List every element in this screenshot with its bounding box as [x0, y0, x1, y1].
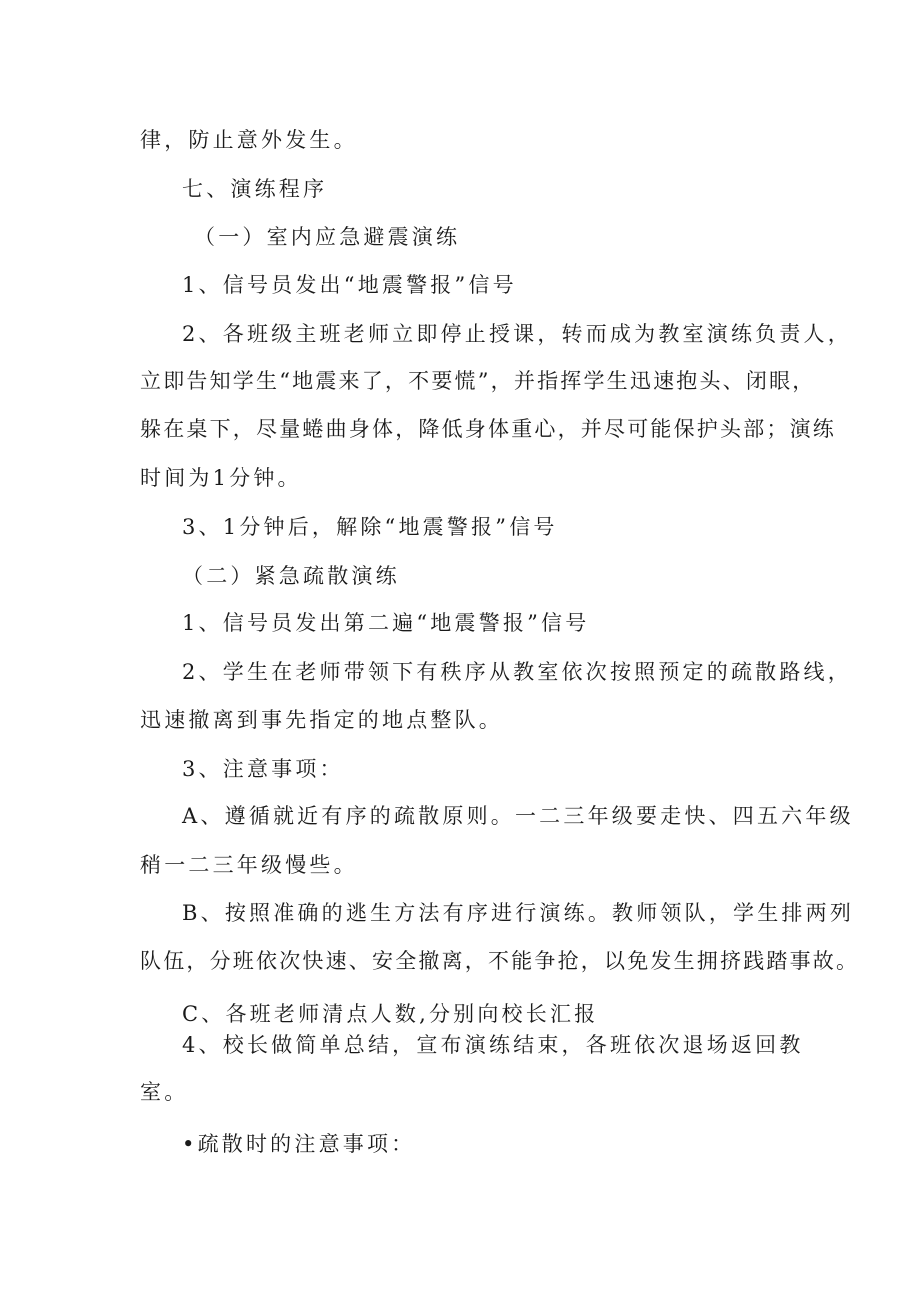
paragraph-line: 立即告知学生“地震来了，不要慌”，并指挥学生迅速抱头、闭眼，	[140, 369, 816, 393]
list-item: 3、注意事项：	[182, 757, 344, 781]
list-item: A、遵循就近有序的疏散原则。一二三年级要走快、四五六年级	[182, 804, 854, 828]
list-item: 1、信号员发出“地震警报”信号	[182, 273, 517, 297]
paragraph-line: 稍一二三年级慢些。	[140, 853, 358, 877]
paragraph-line: 室。	[140, 1080, 189, 1104]
list-item: 1、信号员发出第二遍“地震警报”信号	[182, 611, 590, 635]
paragraph-line: 时间为1分钟。	[140, 466, 302, 490]
subsection-heading: （一）室内应急避震演练	[194, 225, 461, 249]
list-item: C、各班老师清点人数,分别向校长汇报	[182, 1002, 599, 1026]
list-item: B、按照准确的逃生方法有序进行演练。教师领队，学生排两列	[182, 901, 855, 925]
list-item: 2、学生在老师带领下有秩序从教室依次按照预定的疏散路线，	[182, 660, 852, 684]
section-heading: 七、演练程序	[182, 177, 328, 201]
paragraph-line: 躲在桌下，尽量蜷曲身体，降低身体重心，并尽可能保护头部；演练	[140, 417, 836, 441]
subsection-heading: （二）紧急疏散演练	[182, 564, 400, 588]
list-item: 4、校长做简单总结，宣布演练结束，各班依次退场返回教	[182, 1033, 804, 1057]
list-item: 2、各班级主班老师立即停止授课，转而成为教室演练负责人，	[182, 322, 852, 346]
list-item: 3、1分钟后，解除“地震警报”信号	[182, 515, 558, 539]
paragraph-line: 律，防止意外发生。	[140, 128, 358, 152]
paragraph-line: 队伍，分班依次快速、安全撤离，不能争抢，以免发生拥挤践踏事故。	[140, 949, 860, 973]
paragraph-line: 迅速撤离到事先指定的地点整队。	[140, 708, 503, 732]
bullet-heading: •疏散时的注意事项：	[182, 1132, 416, 1156]
